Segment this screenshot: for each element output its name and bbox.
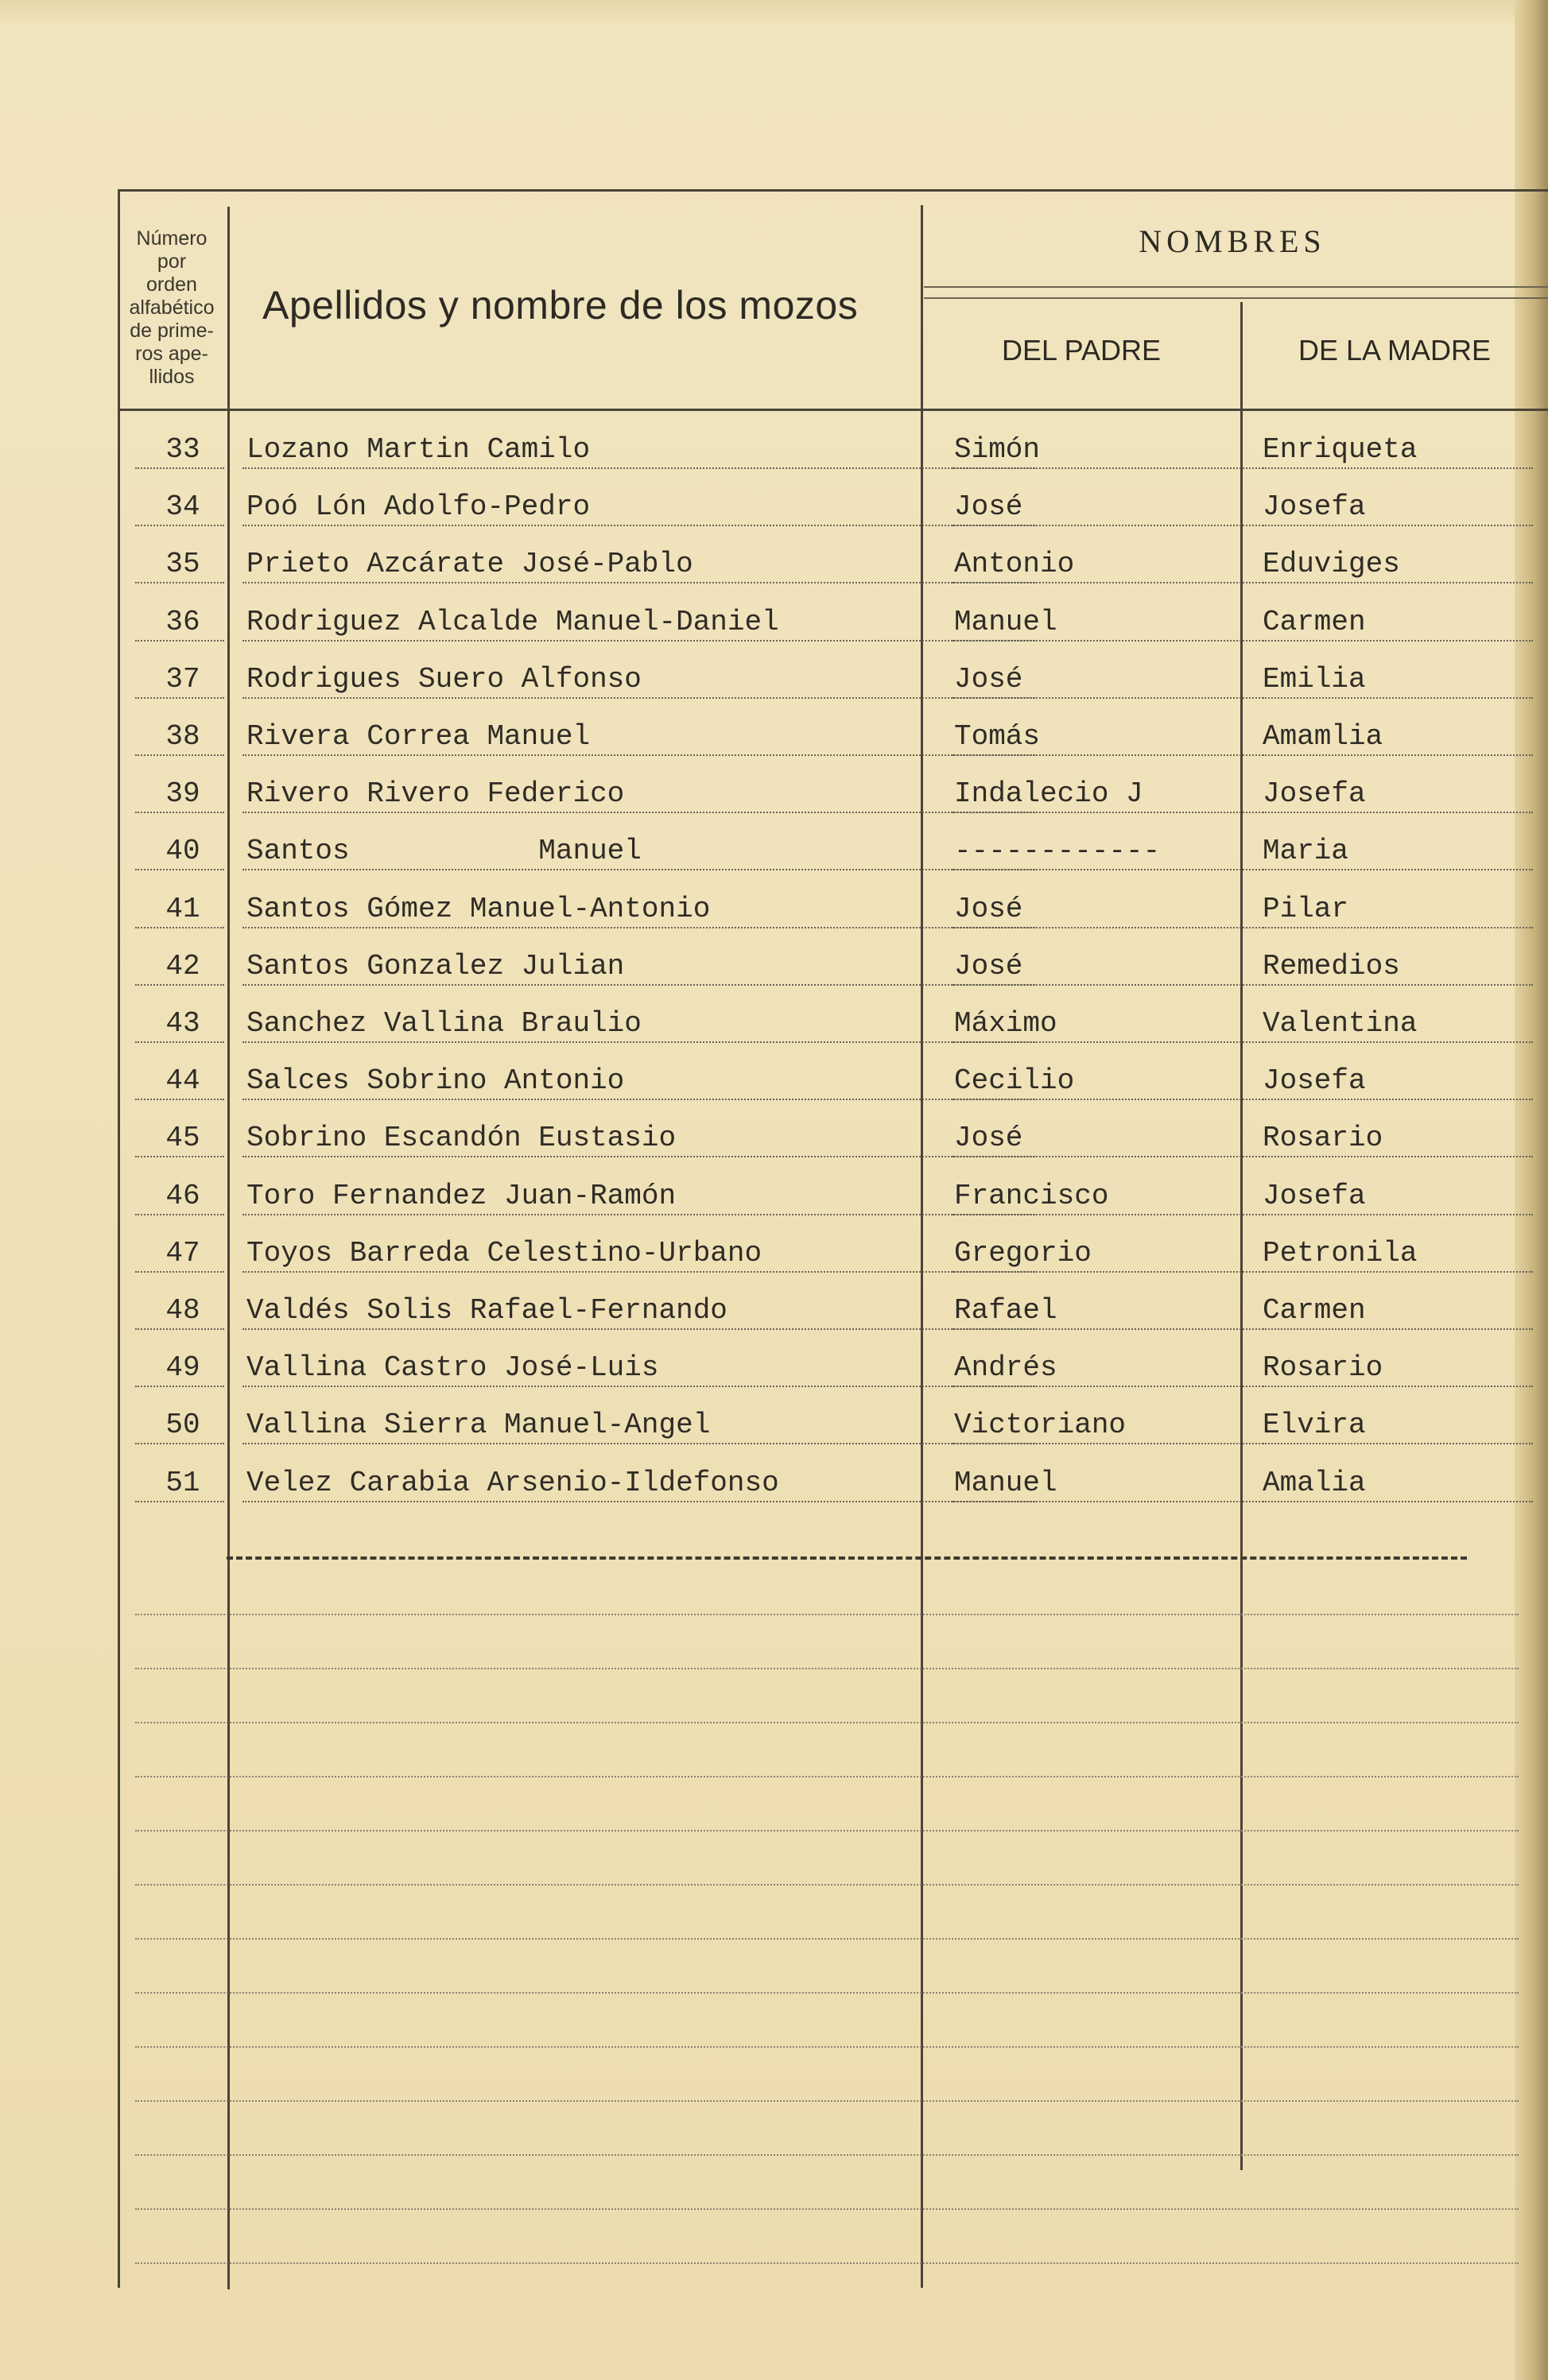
table-row bbox=[135, 528, 1534, 585]
padre-col-header: DEL PADRE bbox=[1001, 334, 1162, 366]
row-number: 50 bbox=[165, 1409, 200, 1442]
dotted-guide bbox=[242, 1099, 1038, 1100]
dotted-guide bbox=[242, 1328, 1038, 1330]
dotted-guide bbox=[952, 1386, 1267, 1387]
dotted-guide bbox=[242, 927, 1038, 928]
dotted-guide bbox=[952, 1328, 1267, 1330]
mother-name: Valentina bbox=[1263, 1007, 1418, 1040]
dotted-guide bbox=[1263, 1099, 1533, 1100]
mother-name: Rosario bbox=[1263, 1351, 1383, 1385]
dotted-guide bbox=[135, 754, 224, 756]
mother-name: Elvira bbox=[1263, 1409, 1366, 1442]
dotted-guide bbox=[135, 812, 224, 813]
dotted-guide bbox=[135, 1041, 224, 1043]
row-number: 41 bbox=[165, 892, 200, 925]
dotted-guide bbox=[952, 1271, 1267, 1273]
father-name: Manuel bbox=[954, 605, 1057, 638]
mozo-name: Poó Lón Adolfo-Pedro bbox=[246, 490, 591, 524]
mother-name: Pilar bbox=[1263, 892, 1349, 925]
mozo-name: Vallina Castro José-Luis bbox=[246, 1351, 659, 1385]
row-number: 47 bbox=[165, 1236, 200, 1269]
blank-line bbox=[135, 2154, 1519, 2156]
table-row bbox=[135, 873, 1534, 930]
dotted-guide bbox=[952, 812, 1267, 813]
father-name: Máximo bbox=[954, 1007, 1057, 1040]
dotted-guide bbox=[952, 525, 1267, 526]
dotted-guide bbox=[952, 1041, 1267, 1043]
mozo-name: Santos Gonzalez Julian bbox=[246, 949, 625, 983]
mozo-name: Toro Fernandez Juan-Ramón bbox=[246, 1179, 677, 1212]
dotted-guide bbox=[242, 754, 1038, 756]
mother-name: Enriqueta bbox=[1263, 433, 1418, 466]
row-number: 48 bbox=[165, 1294, 200, 1327]
dotted-guide bbox=[1263, 467, 1533, 469]
dotted-guide bbox=[135, 525, 224, 526]
table-row bbox=[135, 1274, 1534, 1331]
num-col-header: Número por orden alfabético de prime- ros ape- llidos bbox=[129, 227, 215, 388]
row-number: 39 bbox=[165, 777, 200, 811]
blank-line bbox=[135, 2262, 1519, 2264]
table-row bbox=[135, 643, 1534, 700]
dotted-guide bbox=[952, 1214, 1267, 1215]
row-number: 44 bbox=[165, 1064, 200, 1098]
dotted-guide bbox=[242, 1041, 1038, 1043]
father-name: Indalecio J bbox=[954, 777, 1143, 811]
blank-line bbox=[135, 1884, 1519, 1886]
mother-name: Josefa bbox=[1263, 1064, 1366, 1098]
mozo-name: Vallina Sierra Manuel-Angel bbox=[246, 1409, 711, 1442]
row-number: 49 bbox=[165, 1351, 200, 1385]
table-row bbox=[135, 1389, 1534, 1446]
mozo-name: Lozano Martin Camilo bbox=[246, 433, 591, 466]
table-row bbox=[135, 413, 1534, 471]
table-row bbox=[135, 1217, 1534, 1274]
page-top-edge bbox=[0, 0, 1548, 24]
dotted-guide bbox=[242, 869, 1038, 870]
dotted-guide bbox=[135, 984, 224, 986]
mother-name: Carmen bbox=[1263, 1294, 1366, 1327]
dotted-guide bbox=[242, 1271, 1038, 1273]
nombres-underline-2 bbox=[924, 297, 1548, 299]
mother-name: Josefa bbox=[1263, 490, 1366, 524]
father-name: José bbox=[954, 892, 1023, 925]
dotted-guide bbox=[1263, 582, 1533, 583]
mozo-name: Velez Carabia Arsenio-Ildefonso bbox=[246, 1466, 779, 1499]
dotted-guide bbox=[952, 697, 1267, 699]
names-col-header: Apellidos y nombre de los mozos bbox=[262, 283, 859, 328]
table-row bbox=[135, 1331, 1534, 1389]
mozo-name: Sanchez Vallina Braulio bbox=[246, 1007, 642, 1040]
mozo-name: Valdés Solis Rafael-Fernando bbox=[246, 1294, 727, 1327]
father-name: Andrés bbox=[954, 1351, 1057, 1385]
blank-line bbox=[135, 1776, 1519, 1777]
dotted-guide bbox=[242, 1214, 1038, 1215]
end-of-entries-separator bbox=[227, 1556, 1467, 1560]
mother-name: Emilia bbox=[1263, 662, 1366, 696]
mother-name: Josefa bbox=[1263, 777, 1366, 811]
table-row bbox=[135, 930, 1534, 987]
table-row bbox=[135, 1447, 1534, 1504]
dotted-guide bbox=[242, 525, 1038, 526]
row-number: 35 bbox=[165, 548, 200, 581]
mozo-name: Salces Sobrino Antonio bbox=[246, 1064, 625, 1098]
dotted-guide bbox=[242, 697, 1038, 699]
blank-line bbox=[135, 2208, 1519, 2210]
dotted-guide bbox=[1263, 1386, 1533, 1387]
dotted-guide bbox=[1263, 1501, 1533, 1502]
table-row bbox=[135, 815, 1534, 872]
dotted-guide bbox=[135, 697, 224, 699]
mozo-name: Prieto Azcárate José-Pablo bbox=[246, 548, 693, 581]
blank-line bbox=[135, 1668, 1519, 1669]
dotted-guide bbox=[135, 1501, 224, 1502]
dotted-guide bbox=[952, 984, 1267, 986]
mozo-name: Sobrino Escandón Eustasio bbox=[246, 1122, 677, 1155]
mozo-name: Rodriguez Alcalde Manuel-Daniel bbox=[246, 605, 779, 638]
mother-name: Amamlia bbox=[1263, 720, 1383, 753]
father-name: José bbox=[954, 1122, 1023, 1155]
row-number: 45 bbox=[165, 1122, 200, 1155]
dotted-guide bbox=[952, 582, 1267, 583]
mozo-name: Santos Manuel bbox=[246, 835, 642, 868]
dotted-guide bbox=[1263, 525, 1533, 526]
mother-name: Remedios bbox=[1263, 949, 1400, 983]
table-row bbox=[135, 700, 1534, 758]
dotted-guide bbox=[242, 1386, 1038, 1387]
mozo-name: Rivera Correa Manuel bbox=[246, 720, 591, 753]
dotted-guide bbox=[1263, 1271, 1533, 1273]
dotted-guide bbox=[242, 467, 1038, 469]
row-number: 34 bbox=[165, 490, 200, 524]
dotted-guide bbox=[952, 754, 1267, 756]
father-name: Victoriano bbox=[954, 1409, 1127, 1442]
table-row bbox=[135, 471, 1534, 528]
dotted-guide bbox=[242, 1156, 1038, 1157]
dotted-guide bbox=[135, 1271, 224, 1273]
father-name: ------------ bbox=[954, 835, 1161, 868]
row-number: 36 bbox=[165, 605, 200, 638]
blank-line bbox=[135, 1722, 1519, 1723]
dotted-guide bbox=[135, 1443, 224, 1444]
dotted-guide bbox=[952, 640, 1267, 642]
father-name: Francisco bbox=[954, 1179, 1109, 1212]
father-name: Simón bbox=[954, 433, 1041, 466]
dotted-guide bbox=[242, 984, 1038, 986]
row-number: 40 bbox=[165, 835, 200, 868]
dotted-guide bbox=[952, 869, 1267, 870]
dotted-guide bbox=[135, 1328, 224, 1330]
dotted-guide bbox=[135, 1156, 224, 1157]
dotted-guide bbox=[242, 582, 1038, 583]
dotted-guide bbox=[1263, 1328, 1533, 1330]
dotted-guide bbox=[1263, 984, 1533, 986]
table-row bbox=[135, 1102, 1534, 1159]
dotted-guide bbox=[135, 1099, 224, 1100]
dotted-guide bbox=[1263, 869, 1533, 870]
table-row bbox=[135, 586, 1534, 643]
dotted-guide bbox=[242, 1501, 1038, 1502]
row-number: 42 bbox=[165, 949, 200, 983]
mother-name: Josefa bbox=[1263, 1179, 1366, 1212]
row-number: 51 bbox=[165, 1466, 200, 1499]
dotted-guide bbox=[1263, 1156, 1533, 1157]
dotted-guide bbox=[135, 1386, 224, 1387]
dotted-guide bbox=[1263, 697, 1533, 699]
dotted-guide bbox=[135, 467, 224, 469]
row-number: 38 bbox=[165, 720, 200, 753]
dotted-guide bbox=[952, 467, 1267, 469]
mother-name: Rosario bbox=[1263, 1122, 1383, 1155]
blank-line bbox=[135, 2046, 1519, 2048]
dotted-guide bbox=[1263, 640, 1533, 642]
dotted-guide bbox=[1263, 812, 1533, 813]
table-row bbox=[135, 987, 1534, 1045]
dotted-guide bbox=[952, 1156, 1267, 1157]
blank-line bbox=[135, 1992, 1519, 1994]
blank-line bbox=[135, 1614, 1519, 1615]
father-name: Antonio bbox=[954, 548, 1075, 581]
table-row bbox=[135, 758, 1534, 815]
father-name: Cecilio bbox=[954, 1064, 1075, 1098]
mozo-name: Rivero Rivero Federico bbox=[246, 777, 625, 811]
blank-line bbox=[135, 1938, 1519, 1940]
dotted-guide bbox=[242, 640, 1038, 642]
madre-col-header: DE LA MADRE bbox=[1298, 334, 1492, 366]
dotted-guide bbox=[952, 1099, 1267, 1100]
mother-name: Carmen bbox=[1263, 605, 1366, 638]
dotted-guide bbox=[135, 640, 224, 642]
mother-name: Eduviges bbox=[1263, 548, 1400, 581]
nombres-header: NOMBRES bbox=[1139, 223, 1326, 259]
father-name: Tomás bbox=[954, 720, 1041, 753]
nombres-underline-1 bbox=[924, 286, 1548, 288]
dotted-guide bbox=[1263, 1443, 1533, 1444]
row-number: 46 bbox=[165, 1179, 200, 1212]
table-row bbox=[135, 1160, 1534, 1217]
table-top-border bbox=[118, 189, 1548, 192]
dotted-guide bbox=[1263, 754, 1533, 756]
dotted-guide bbox=[135, 927, 224, 928]
father-name: Rafael bbox=[954, 1294, 1057, 1327]
father-name: Gregorio bbox=[954, 1236, 1092, 1269]
row-number: 33 bbox=[165, 433, 200, 466]
mozo-name: Santos Gómez Manuel-Antonio bbox=[246, 892, 711, 925]
dotted-guide bbox=[952, 1443, 1267, 1444]
father-name: José bbox=[954, 662, 1023, 696]
mozo-name: Rodrigues Suero Alfonso bbox=[246, 662, 642, 696]
header-bottom-border bbox=[118, 409, 1548, 411]
dotted-guide bbox=[242, 1443, 1038, 1444]
dotted-guide bbox=[135, 869, 224, 870]
mother-name: Amalia bbox=[1263, 1466, 1366, 1499]
mozo-name: Toyos Barreda Celestino-Urbano bbox=[246, 1236, 762, 1269]
mother-name: Petronila bbox=[1263, 1236, 1418, 1269]
dotted-guide bbox=[135, 582, 224, 583]
dotted-guide bbox=[135, 1214, 224, 1215]
left-border bbox=[118, 189, 120, 2288]
dotted-guide bbox=[1263, 927, 1533, 928]
blank-line bbox=[135, 1830, 1519, 1832]
father-name: José bbox=[954, 949, 1023, 983]
row-number: 43 bbox=[165, 1007, 200, 1040]
father-name: José bbox=[954, 490, 1023, 524]
dotted-guide bbox=[952, 927, 1267, 928]
table-row bbox=[135, 1045, 1534, 1102]
dotted-guide bbox=[242, 812, 1038, 813]
row-number: 37 bbox=[165, 662, 200, 696]
dotted-guide bbox=[952, 1501, 1267, 1502]
dotted-guide bbox=[1263, 1041, 1533, 1043]
mother-name: Maria bbox=[1263, 835, 1349, 868]
dotted-guide bbox=[1263, 1214, 1533, 1215]
father-name: Manuel bbox=[954, 1466, 1057, 1499]
blank-line bbox=[135, 2100, 1519, 2102]
